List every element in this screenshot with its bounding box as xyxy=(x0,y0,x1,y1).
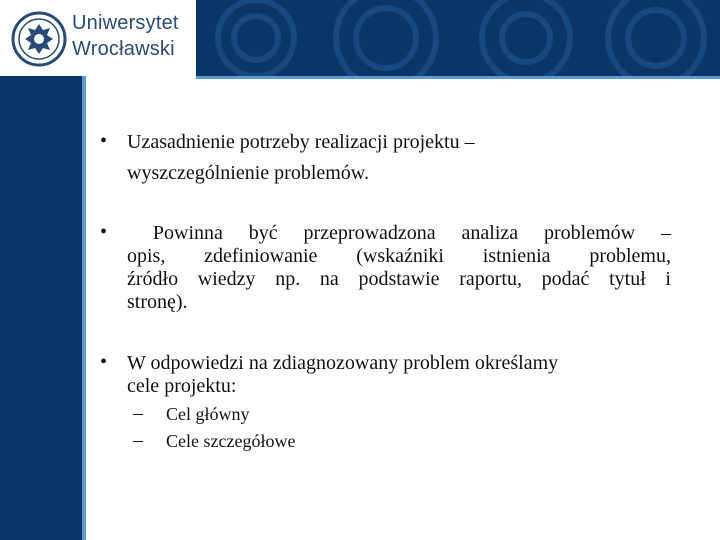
bullet-2-line-2: opis, zdefiniowanie (wskaźniki istnienia problemu, xyxy=(127,245,671,267)
logo-text-line1: Uniwersytet xyxy=(72,12,179,34)
university-emblem-icon xyxy=(10,10,68,68)
bullet-marker: • xyxy=(100,221,108,243)
bullet-1-line-1: Uzasadnienie potrzeby realizacji projektu – xyxy=(127,131,475,153)
logo-area xyxy=(0,0,196,76)
subitem-dash: – xyxy=(133,429,143,451)
left-sidebar xyxy=(0,76,82,540)
banner-pattern xyxy=(196,0,720,76)
subitem-dash: – xyxy=(133,402,143,424)
bullet-3-line-2: cele projektu: xyxy=(127,375,237,397)
header-banner xyxy=(196,0,720,76)
bullet-3-line-1: W odpowiedzi na zdiagnozowany problem określamy xyxy=(127,352,559,374)
bullet-2-line-4: stronę). xyxy=(127,291,188,313)
bullet-2-line-1: Powinna być przeprowadzona analiza problemów – xyxy=(127,222,671,244)
subitem-cele-szczegolowe: Cele szczegółowe xyxy=(166,431,296,451)
bullet-marker: • xyxy=(100,351,108,373)
bullet-1-line-2: wyszczególnienie problemów. xyxy=(127,162,369,184)
bullet-marker: • xyxy=(100,130,108,152)
logo-text-line2: Wrocławski xyxy=(72,38,175,60)
subitem-cel-glowny: Cel główny xyxy=(166,404,250,424)
bullet-2-line-3: źródło wiedzy np. na podstawie raportu, podać tytuł i xyxy=(127,268,671,290)
